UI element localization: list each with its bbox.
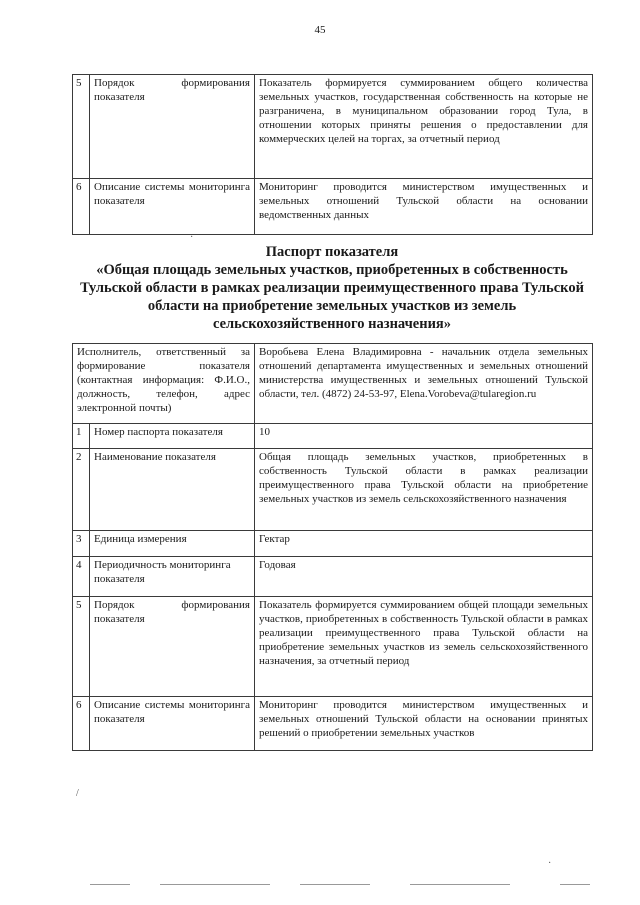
- executor-row: [73, 344, 593, 424]
- row-value: Годовая: [255, 557, 593, 597]
- row-number: 6: [73, 697, 90, 751]
- table-row: [73, 179, 593, 235]
- row-value: Общая площадь земельных участков, приобретенных в собственность Тульской области в рамках реализации преимущественного права Тульской области на приобретение земельных участков из земель сельскохозяйственного назначения: [255, 449, 593, 531]
- indicator-table-continued: [72, 74, 593, 235]
- row-number: 3: [73, 531, 90, 557]
- row-value: Мониторинг проводится министерством имущественных и земельных отношений Тульской области на основании принятых решений о приобретении земельных участков: [255, 697, 593, 751]
- table-row: [73, 557, 593, 597]
- row-number: 5: [73, 75, 90, 179]
- scan-artifact-line: [410, 884, 510, 885]
- scan-artifact-line: [160, 884, 270, 885]
- passport-indicator-name: «Общая площадь земельных участков, приобретенных в собственность Тульской области в рамках реализации преимущественного права Тульской области на приобретение земельных участков из земель сельскохозяйственного назначения»: [80, 262, 584, 332]
- scan-mark: ·: [190, 232, 194, 243]
- row-label: Описание системы мониторинга показателя: [90, 697, 255, 751]
- page-number: 45: [314, 24, 326, 36]
- row-value: Показатель формируется суммированием общей площади земельных участков, приобретенных в собственность Тульской области в рамках реализации преимущественного права Тульской области на приобретение земельных участков из земель сельскохозяйственного назначения, за отчетный период: [255, 597, 593, 697]
- table-row: [73, 597, 593, 697]
- row-number: 5: [73, 597, 90, 697]
- table-row: [73, 531, 593, 557]
- passport-heading: Паспорт показателя: [265, 244, 399, 260]
- scan-mark: ·: [548, 858, 552, 869]
- passport-title: [72, 243, 592, 333]
- row-number: 4: [73, 557, 90, 597]
- scan-artifact-line: [300, 884, 370, 885]
- row-label: Наименование показателя: [90, 449, 255, 531]
- row-number: 6: [73, 179, 90, 235]
- row-number: 2: [73, 449, 90, 531]
- row-label: Порядок формирования показателя: [90, 75, 255, 179]
- executor-value: Воробьева Елена Владимировна - начальник отдела земельных отношений департамента имущественных и земельных отношений министерства имущественных и земельных отношений Тульской области, тел. (4872) 24-53-97, Elena.Vorobeva@tularegion.ru: [255, 344, 593, 424]
- row-label: Номер паспорта показателя: [90, 424, 255, 449]
- scan-artifact-line: [560, 884, 590, 885]
- scan-mark: /: [76, 788, 79, 799]
- row-label: Порядок формирования показателя: [90, 597, 255, 697]
- row-label: Описание системы мониторинга показателя: [90, 179, 255, 235]
- row-value: Мониторинг проводится министерством имущественных и земельных отношений Тульской области на основании ведомственных данных: [255, 179, 593, 235]
- table-row: [73, 75, 593, 179]
- row-label: Периодичность мониторинга показателя: [90, 557, 255, 597]
- executor-label: Исполнитель, ответственный за формирование показателя (контактная информация: Ф.И.О., должность, телефон, адрес электронной почты): [73, 344, 255, 424]
- row-number: 1: [73, 424, 90, 449]
- row-label: Единица измерения: [90, 531, 255, 557]
- scan-artifact-line: [90, 884, 130, 885]
- row-value: Гектар: [255, 531, 593, 557]
- table-row: [73, 449, 593, 531]
- table-row: [73, 424, 593, 449]
- table-row: [73, 697, 593, 751]
- indicator-passport-table: [72, 343, 593, 751]
- row-value: 10: [255, 424, 593, 449]
- row-value: Показатель формируется суммированием общего количества земельных участков, государственная собственность на которые не разграничена, в муниципальном образовании город Тула, в отношении которых приняты решения о предоставлении для коммерческих целей на торгах, за отчетный период: [255, 75, 593, 179]
